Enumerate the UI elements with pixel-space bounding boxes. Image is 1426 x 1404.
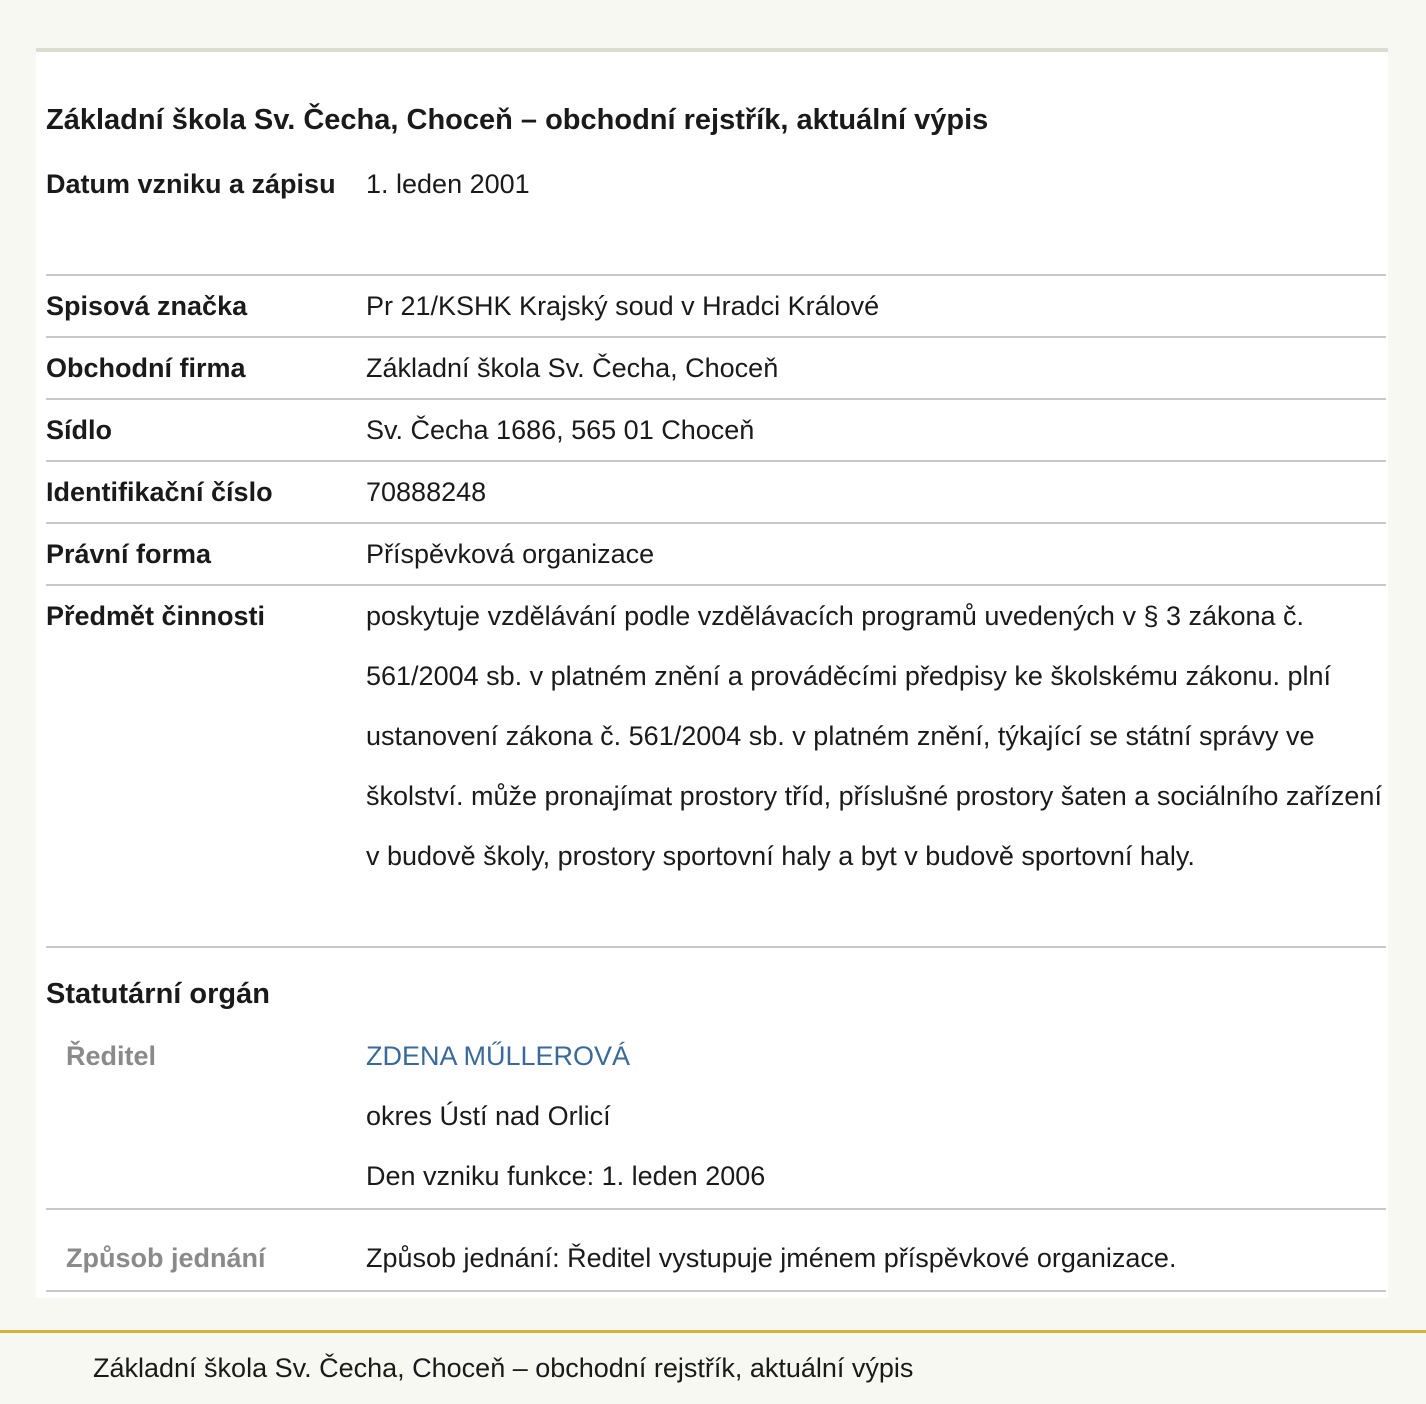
row-reditel	[46, 1026, 1386, 1210]
row-zpusob-jednani	[46, 1228, 1386, 1292]
director-district: okres Ústí nad Orlicí	[366, 1101, 611, 1131]
row-value: 1. leden 2001	[366, 169, 530, 199]
row-datum-vzniku	[46, 154, 1386, 276]
conduct-value: Způsob jednání: Ředitel vystupuje jménem příspěvkové organizace.	[366, 1243, 1177, 1273]
row-pravni-forma	[46, 524, 1386, 586]
row-value: Základní škola Sv. Čecha, Choceň	[366, 353, 779, 383]
row-label: Spisová značka	[46, 291, 248, 321]
row-value: poskytuje vzdělávání podle vzdělávacích programů uvedených v § 3 zákona č. 561/2004 sb. v platném znění a prováděcími předpisy ke školskému zákonu. plní ustanovení zákona č. 561/2004 sb. v platném znění, týkající se státní správy ve školství. může pronajímat prostory tříd, příslušné prostory šaten a sociálního zařízení v budově školy, prostory sportovní haly a byt v budově sportovní haly.	[366, 601, 1382, 871]
row-label: Datum vzniku a zápisu	[46, 169, 336, 199]
conduct-label: Způsob jednání	[66, 1243, 266, 1273]
footer-text: Základní škola Sv. Čecha, Choceň – obchodní rejstřík, aktuální výpis	[93, 1353, 914, 1383]
row-spisova-znacka	[46, 276, 1386, 338]
registry-card	[36, 48, 1388, 1298]
row-identifikacni-cislo	[46, 462, 1386, 524]
row-label: Obchodní firma	[46, 353, 246, 383]
page-title: Základní škola Sv. Čecha, Choceň – obchodní rejstřík, aktuální výpis	[46, 104, 989, 136]
row-value: Sv. Čecha 1686, 565 01 Choceň	[366, 415, 755, 445]
row-label: Identifikační číslo	[46, 477, 273, 507]
row-value: Příspěvková organizace	[366, 539, 655, 569]
director-label: Ředitel	[66, 1041, 157, 1071]
director-since: Den vzniku funkce: 1. leden 2006	[366, 1161, 766, 1191]
row-value: 70888248	[366, 477, 487, 507]
section-heading-statutory: Statutární orgán	[46, 978, 270, 1010]
row-sidlo	[46, 400, 1386, 462]
row-obchodni-firma	[46, 338, 1386, 400]
row-label: Předmět činnosti	[46, 601, 266, 631]
row-predmet-cinnosti	[46, 586, 1386, 948]
director-name-link[interactable]: ZDENA MŰLLEROVÁ	[366, 1041, 631, 1071]
footer	[0, 1330, 1426, 1404]
row-label: Právní forma	[46, 539, 212, 569]
row-label: Sídlo	[46, 415, 112, 445]
row-value: Pr 21/KSHK Krajský soud v Hradci Králové	[366, 291, 880, 321]
